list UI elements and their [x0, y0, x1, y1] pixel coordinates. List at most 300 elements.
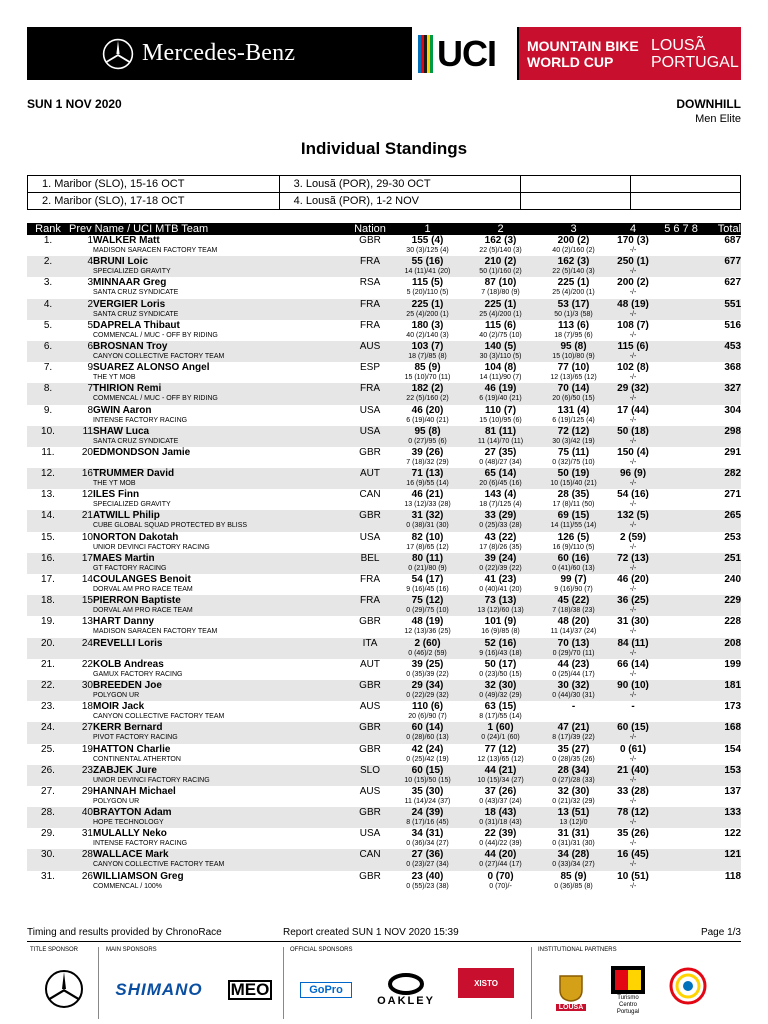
- round-4-detail: -/-: [629, 882, 637, 890]
- round-2-detail: 22 (5)/140 (3): [479, 247, 522, 254]
- rounds-5-8-empty: [656, 299, 706, 320]
- round-4-detail: -/-: [629, 564, 637, 572]
- rider-name[interactable]: GWIN Aaron: [93, 404, 152, 416]
- rider-name[interactable]: KERR Bernard: [93, 722, 163, 734]
- round-4-detail: -/-: [629, 437, 637, 445]
- team-name: GAMUX FACTORY RACING: [93, 670, 183, 678]
- table-row: [27, 277, 741, 298]
- rounds-5-8-empty: [656, 383, 706, 404]
- round-3-detail: 0 (29)/70 (11): [552, 649, 595, 657]
- col-prev-name-team: Prev Name / UCI MTB Team: [69, 223, 349, 235]
- round-1-points: 71 (13): [411, 468, 444, 480]
- prev-rank: 12: [81, 489, 93, 501]
- round-4-points: 33 (28): [617, 785, 649, 797]
- round-4-points: 170 (3): [617, 235, 649, 246]
- prev-rank: 22: [81, 658, 93, 670]
- rider-name[interactable]: THIRION Remi: [93, 383, 162, 395]
- round-3-points: 85 (9): [560, 870, 587, 882]
- rank: 6.: [43, 340, 53, 352]
- standings-table: [27, 223, 741, 892]
- round-1-points: 75 (12): [411, 595, 444, 607]
- rounds-5-8-empty: [656, 680, 706, 701]
- round-1-points: 95 (8): [414, 425, 441, 437]
- total-points: 271: [724, 489, 742, 501]
- team-name: POLYGON UR: [93, 691, 140, 699]
- table-row: [27, 786, 741, 807]
- prev-rank: 3: [87, 277, 93, 289]
- round-2-detail: 25 (4)/200 (1): [479, 310, 522, 318]
- turismo-text-1: Turismo: [617, 995, 639, 1001]
- round-3-points: 99 (7): [560, 574, 587, 585]
- table-row: [27, 871, 741, 892]
- round-1-detail: 22 (5)/160 (2): [406, 395, 449, 403]
- round-3-detail: 17 (8)/11 (50): [552, 501, 595, 509]
- round-3-points: 48 (20): [557, 616, 590, 628]
- nation: SLO: [360, 764, 381, 776]
- prev-rank: 8: [87, 404, 93, 416]
- round-2-points: 87 (10): [484, 277, 517, 289]
- footer-report: Report created SUN 1 NOV 2020 15:39: [283, 927, 459, 938]
- round-3-points: 77 (10): [557, 362, 590, 374]
- round-3-points: 31 (31): [557, 828, 590, 840]
- round-4-points: 72 (13): [617, 552, 649, 564]
- round-1-detail: 0 (36)/34 (27): [406, 840, 449, 848]
- round-2-points: 0 (70): [487, 870, 514, 882]
- total-points: 327: [724, 383, 742, 395]
- rank: 20.: [41, 637, 55, 649]
- round-2-detail: 0 (22)/39 (22): [479, 564, 522, 572]
- rider-name[interactable]: ATWILL Philip: [93, 510, 160, 522]
- round-3-points: 225 (1): [557, 277, 590, 289]
- prev-rank: 2: [87, 298, 93, 310]
- nation: GBR: [359, 616, 381, 628]
- round-3-points: 60 (16): [557, 552, 590, 564]
- round-2-detail: 0 (40)/41 (20): [479, 586, 522, 593]
- nation: FRA: [360, 298, 381, 310]
- rider-name[interactable]: ILES Finn: [93, 489, 140, 501]
- round-3-points: 53 (17): [557, 298, 590, 310]
- rider-name[interactable]: KOLB Andreas: [93, 658, 164, 670]
- table-row: [27, 320, 741, 341]
- round-4-points: 102 (8): [617, 362, 649, 374]
- rider-name[interactable]: HANNAH Michael: [93, 785, 176, 797]
- total-points: 265: [724, 510, 742, 522]
- rounds-5-8-empty: [656, 616, 706, 637]
- round-3-detail: 16 (9)/110 (5): [552, 543, 595, 551]
- total-points: 168: [724, 722, 742, 734]
- rider-name[interactable]: HART Danny: [93, 616, 155, 628]
- nation: AUS: [359, 340, 381, 352]
- team-name: PIVOT FACTORY RACING: [93, 734, 178, 742]
- prev-rank: 20: [81, 446, 93, 458]
- nation: FRA: [360, 574, 381, 585]
- round-1-points: 34 (31): [411, 828, 444, 840]
- nation: CAN: [359, 489, 381, 501]
- table-row: [27, 680, 741, 701]
- rider-name[interactable]: SHAW Luca: [93, 425, 150, 437]
- total-points: 516: [724, 319, 742, 331]
- team-name: THE YT MOB: [93, 480, 136, 488]
- total-points: 229: [724, 595, 742, 607]
- table-row: [27, 701, 741, 722]
- table-row: [27, 383, 741, 404]
- round-4-points: 84 (11): [617, 637, 649, 649]
- col-total: Total: [706, 223, 741, 235]
- round-3-points: 47 (21): [557, 722, 590, 734]
- round-1-detail: 15 (10)/70 (11): [404, 374, 451, 382]
- turismo-portugal-logo: [606, 962, 650, 1020]
- team-name: GT FACTORY RACING: [93, 564, 167, 572]
- total-points: 368: [724, 362, 742, 374]
- round-3-points: 131 (4): [557, 404, 590, 416]
- prev-rank: 16: [81, 468, 93, 480]
- round-4-points: 54 (16): [617, 489, 649, 501]
- nation: CAN: [359, 849, 381, 861]
- round-2-points: 50 (17): [484, 658, 517, 670]
- rider-name[interactable]: BROSNAN Troy: [93, 340, 168, 352]
- round-4-detail: -/-: [629, 395, 637, 403]
- round-3-detail: 0 (31)/31 (30): [552, 840, 595, 848]
- nation: BEL: [360, 552, 380, 564]
- nation: AUS: [359, 785, 381, 797]
- round-3: 3. Lousã (POR), 29-30 OCT: [279, 176, 521, 193]
- round-3-detail: 10 (15)/40 (21): [550, 480, 597, 488]
- round-4-points: 17 (44): [617, 404, 649, 416]
- rounds-5-8-empty: [656, 553, 706, 574]
- nation: USA: [359, 404, 381, 416]
- round-1-detail: 40 (2)/140 (3): [406, 331, 449, 339]
- nation: GBR: [359, 807, 381, 819]
- total-points: 453: [724, 340, 742, 352]
- round-4-detail: -/-: [629, 289, 637, 297]
- table-row: [27, 828, 741, 849]
- team-name: THE YT MOB: [93, 374, 136, 382]
- round-4-points: 35 (26): [617, 828, 649, 840]
- round-2-points: 63 (15): [484, 701, 517, 713]
- round-4-points: 50 (18): [617, 425, 649, 437]
- round-1-points: 42 (24): [411, 743, 444, 755]
- rider-name[interactable]: WILLIAMSON Greg: [93, 870, 184, 882]
- round-3-detail: 18 (7)/95 (6): [554, 331, 593, 339]
- prev-rank: 31: [81, 828, 93, 840]
- round-2-points: 225 (1): [484, 298, 517, 310]
- prev-rank: 10: [81, 531, 93, 543]
- round-2-detail: 15 (10)/95 (6): [479, 416, 522, 424]
- round-2-detail: 0 (70)/-: [489, 882, 512, 890]
- round-2-detail: 11 (14)/70 (11): [477, 437, 524, 445]
- series-line2: WORLD CUP: [527, 53, 614, 70]
- round-4-detail: -/-: [629, 247, 637, 254]
- rider-name[interactable]: EDMONDSON Jamie: [93, 446, 191, 458]
- location-line2: PORTUGAL: [651, 53, 739, 71]
- round-1-detail: 11 (14)/24 (37): [404, 797, 451, 805]
- rank: 8.: [43, 383, 53, 395]
- round-3-points: 28 (35): [557, 489, 590, 501]
- total-points: 208: [724, 637, 742, 649]
- rider-name[interactable]: BRAYTON Adam: [93, 807, 172, 819]
- round-1-detail: 16 (9)/55 (14): [406, 480, 449, 488]
- rounds-5-8-empty: [656, 426, 706, 447]
- round-4-points: 29 (32): [617, 383, 649, 395]
- round-1-points: 182 (2): [411, 383, 444, 395]
- team-name: DORVAL AM PRO RACE TEAM: [93, 586, 193, 593]
- round-2-points: 33 (29): [484, 510, 517, 522]
- table-row: [27, 722, 741, 743]
- round-3-detail: 8 (17)/39 (22): [552, 734, 595, 742]
- round-4-detail: -/-: [629, 670, 637, 678]
- team-name: COMMENCAL / MUC - OFF BY RIDING: [93, 331, 218, 339]
- round-2-detail: 0 (23)/50 (15): [479, 670, 522, 678]
- rounds-5-8-empty: [656, 532, 706, 553]
- rank: 29.: [41, 828, 55, 840]
- round-3-points: 45 (22): [557, 595, 590, 607]
- round-2-points: 140 (5): [484, 340, 517, 352]
- round-4-detail: -/-: [629, 543, 637, 551]
- round-3-points: 32 (30): [557, 785, 590, 797]
- round-1-points: 82 (10): [411, 531, 444, 543]
- round-1-detail: 0 (23)/27 (34): [406, 861, 449, 869]
- sponsor-divider: [531, 947, 532, 1019]
- rounds-5-8-empty: [656, 405, 706, 426]
- rider-name[interactable]: MAES Martin: [93, 552, 155, 564]
- round-2-detail: 10 (15)/34 (27): [477, 776, 524, 784]
- round-2: 2. Maribor (SLO), 17-18 OCT: [28, 193, 280, 210]
- rider-name[interactable]: TRUMMER David: [93, 468, 175, 480]
- round-4-detail: -/-: [629, 586, 637, 593]
- round-2-points: 32 (30): [484, 679, 517, 691]
- rider-name[interactable]: WALKER Matt: [93, 235, 160, 246]
- prev-rank: 5: [87, 319, 93, 331]
- team-name: INTENSE FACTORY RACING: [93, 840, 188, 848]
- round-4-detail: -/-: [629, 458, 637, 466]
- round-1-detail: 12 (13)/36 (25): [404, 628, 451, 636]
- total-points: 122: [724, 828, 742, 840]
- table-row: [27, 447, 741, 468]
- rounds-5-8-empty: [656, 235, 706, 256]
- rider-name[interactable]: VERGIER Loris: [93, 298, 166, 310]
- round-2-detail: 7 (18)/80 (9): [481, 289, 520, 297]
- col-round-3: 3: [537, 223, 610, 235]
- team-name: CANYON COLLECTIVE FACTORY TEAM: [93, 713, 225, 721]
- round-2-points: 65 (14): [484, 468, 517, 480]
- round-4-detail: -/-: [629, 352, 637, 360]
- round-3-detail: 20 (6)/50 (15): [552, 395, 595, 403]
- nation: GBR: [359, 510, 381, 522]
- rounds-5-8-empty: [656, 468, 706, 489]
- rider-name[interactable]: REVELLI Loris: [93, 637, 163, 649]
- footer-page: Page 1/3: [700, 927, 741, 938]
- round-2-points: 115 (6): [484, 319, 517, 331]
- rider-name[interactable]: NORTON Dakotah: [93, 531, 179, 543]
- round-3-detail: 0 (33)/34 (27): [552, 861, 595, 869]
- nation: FRA: [360, 383, 381, 395]
- round-2-detail: 30 (3)/110 (5): [479, 352, 522, 360]
- round-4-detail: -/-: [629, 755, 637, 763]
- xisto-logo: XISTO: [458, 968, 514, 998]
- round-1-detail: 0 (35)/39 (22): [406, 670, 449, 678]
- rank: 5.: [43, 319, 53, 331]
- round-4-points: 108 (7): [617, 319, 649, 331]
- round-1-points: 46 (21): [411, 489, 444, 501]
- rank: 22.: [41, 679, 55, 691]
- rounds-5-8-empty: [656, 786, 706, 807]
- team-name: SANTA CRUZ SYNDICATE: [93, 437, 179, 445]
- round-1: 1. Maribor (SLO), 15-16 OCT: [28, 176, 280, 193]
- regional-partner-logo: [666, 966, 710, 1006]
- round-2-detail: 18 (7)/125 (4): [479, 501, 522, 509]
- round-2-detail: 50 (1)/160 (2): [479, 268, 522, 276]
- prev-rank: 11: [82, 425, 93, 437]
- rider-name[interactable]: MULALLY Neko: [93, 828, 167, 840]
- rounds-5-8-empty: [656, 447, 706, 468]
- table-header-row: [27, 223, 741, 235]
- round-3-detail: 25 (4)/200 (1): [552, 289, 595, 297]
- rank: 27.: [41, 785, 55, 797]
- round-1-points: 48 (19): [411, 616, 444, 628]
- round-2-points: 44 (20): [484, 849, 517, 861]
- rank: 19.: [41, 616, 55, 628]
- round-3-points: 34 (28): [557, 849, 590, 861]
- round-2-points: 41 (23): [484, 574, 517, 585]
- round-3-points: 70 (13): [557, 637, 590, 649]
- total-points: 199: [724, 658, 742, 670]
- prev-rank: 29: [81, 785, 93, 797]
- round-3-detail: 0 (28)/35 (26): [552, 755, 595, 763]
- table-row: [27, 574, 741, 595]
- rider-name[interactable]: WALLACE Mark: [93, 849, 169, 861]
- round-4-points: 132 (5): [617, 510, 649, 522]
- nation: ITA: [362, 637, 378, 649]
- round-2-points: 81 (11): [484, 425, 517, 437]
- table-row: [27, 510, 741, 531]
- round-3-detail: 50 (1)/3 (58): [554, 310, 593, 318]
- round-4-detail: -/-: [629, 480, 637, 488]
- rider-name[interactable]: BRUNI Loic: [93, 256, 148, 268]
- round-1-detail: 0 (38)/31 (30): [406, 522, 449, 530]
- round-3-points: 200 (2): [557, 235, 590, 246]
- round-3-detail: 0 (27)/28 (33): [552, 776, 595, 784]
- lousa-text: LOUSÃ: [556, 1004, 587, 1011]
- rank: 13.: [41, 489, 55, 501]
- rank: 4.: [43, 298, 53, 310]
- round-1-points: 180 (3): [411, 319, 444, 331]
- rank: 9.: [43, 404, 53, 416]
- rank: 30.: [41, 849, 55, 861]
- rider-name[interactable]: HATTON Charlie: [93, 743, 171, 755]
- brand-name: Mercedes-Benz: [142, 40, 296, 66]
- total-points: 677: [724, 256, 742, 268]
- round-4-points: 66 (14): [617, 658, 649, 670]
- prev-rank: 28: [81, 849, 93, 861]
- round-1-detail: 0 (55)/23 (38): [406, 882, 449, 890]
- team-name: MADISON SARACEN FACTORY TEAM: [93, 247, 218, 254]
- rank: 25.: [41, 743, 55, 755]
- prev-rank: 19: [81, 743, 93, 755]
- rider-name[interactable]: PIERRON Baptiste: [93, 595, 181, 607]
- total-points: 291: [724, 446, 742, 458]
- rounds-5-8-empty: [656, 510, 706, 531]
- round-1-points: 115 (5): [411, 277, 444, 289]
- round-4-points: 150 (4): [617, 446, 649, 458]
- round-4-detail: -/-: [629, 331, 637, 339]
- col-nation: Nation: [349, 223, 391, 235]
- round-4-points: 78 (12): [617, 807, 649, 819]
- round-4-points: 10 (51): [617, 870, 649, 882]
- round-4-points: 60 (15): [617, 722, 649, 734]
- prev-rank: 18: [81, 701, 93, 713]
- round-2-points: 18 (43): [484, 807, 517, 819]
- prev-rank: 17: [81, 552, 93, 564]
- rider-name[interactable]: COULANGES Benoit: [93, 574, 191, 585]
- total-points: 137: [724, 785, 742, 797]
- rider-name[interactable]: SUAREZ ALONSO Angel: [93, 362, 210, 374]
- round-empty: [631, 176, 741, 193]
- round-2-detail: 0 (31)/18 (43): [479, 819, 522, 827]
- round-1-detail: 5 (20)/110 (5): [406, 289, 449, 297]
- round-3-points: -: [571, 701, 576, 713]
- nation: AUS: [359, 701, 381, 713]
- round-3-detail: 0 (41)/60 (13): [552, 564, 595, 572]
- round-1-points: 31 (32): [411, 510, 444, 522]
- nation: USA: [359, 531, 381, 543]
- prev-rank: 1: [87, 235, 93, 246]
- nation: FRA: [360, 595, 381, 607]
- meo-logo: MEO: [228, 980, 272, 1000]
- rounds-5-8-empty: [656, 256, 706, 277]
- round-2-detail: 6 (19)/40 (21): [479, 395, 522, 403]
- nation: USA: [359, 425, 381, 437]
- rider-name[interactable]: DAPRELA Thibaut: [93, 319, 180, 331]
- round-4-points: 2 (59): [619, 531, 647, 543]
- total-points: 181: [724, 679, 742, 691]
- rider-name[interactable]: MINNAAR Greg: [93, 277, 167, 289]
- rounds-5-8-empty: [656, 320, 706, 341]
- nation: AUT: [360, 658, 381, 670]
- rank: 11.: [41, 446, 55, 458]
- table-row: [27, 744, 741, 765]
- lousa-crest-icon: [558, 974, 584, 1002]
- event-discipline: DOWNHILL: [676, 97, 741, 111]
- round-3-detail: 30 (3)/42 (19): [552, 437, 595, 445]
- round-1-points: 110 (6): [411, 701, 444, 713]
- round-2-detail: 0 (49)/32 (29): [479, 691, 522, 699]
- round-1-detail: 8 (17)/16 (45): [406, 819, 449, 827]
- rounds-5-8-empty: [656, 362, 706, 383]
- round-4-detail: -/-: [629, 797, 637, 805]
- round-1-detail: 0 (27)/95 (6): [408, 437, 447, 445]
- round-4-detail: [610, 712, 656, 721]
- rider-name[interactable]: ZABJEK Jure: [93, 764, 157, 776]
- team-name: COMMENCAL / MUC - OFF BY RIDING: [93, 395, 218, 403]
- round-2-points: 22 (39): [484, 828, 517, 840]
- nation: GBR: [359, 679, 381, 691]
- oakley-ellipse-icon: [388, 973, 424, 995]
- round-4-points: 0 (61): [619, 743, 647, 755]
- round-4-detail: -/-: [629, 734, 637, 742]
- rider-name[interactable]: BREEDEN Joe: [93, 679, 162, 691]
- rank: 23.: [41, 701, 55, 713]
- col-rounds-5-8: 5 6 7 8: [656, 223, 706, 235]
- table-row: [27, 341, 741, 362]
- table-row: [27, 235, 741, 256]
- round-2-detail: 0 (25)/33 (28): [479, 522, 522, 530]
- round-3-detail: 0 (32)/75 (10): [552, 458, 595, 466]
- round-4-detail: -/-: [629, 501, 637, 509]
- round-3-detail: 0 (36)/85 (8): [554, 882, 593, 890]
- mercedes-star-icon: [102, 38, 134, 70]
- rider-name[interactable]: MOIR Jack: [93, 701, 145, 713]
- round-2-points: 39 (24): [484, 552, 517, 564]
